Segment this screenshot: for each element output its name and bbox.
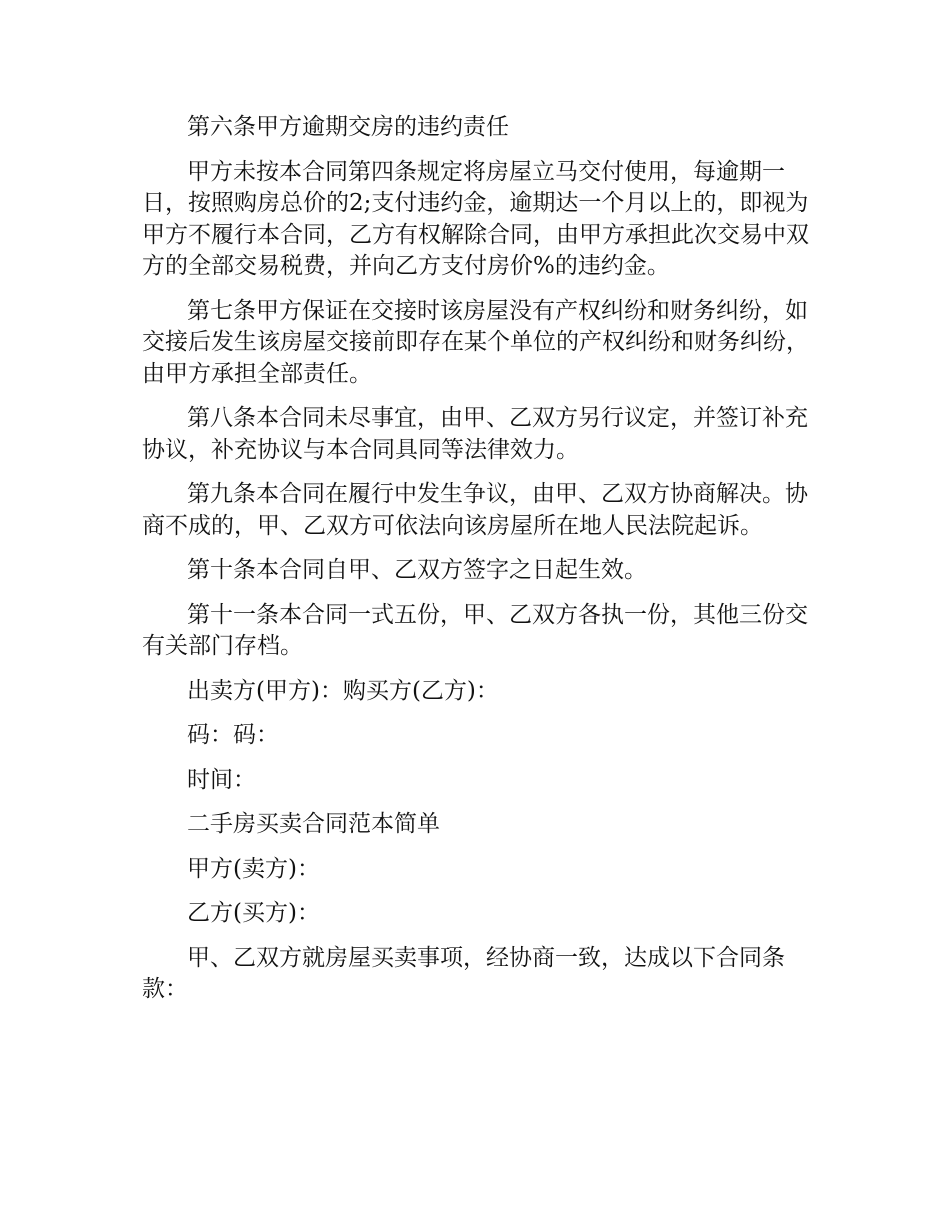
signature-parties-line: 出卖方(甲方)：购买方(乙方)： bbox=[187, 677, 499, 704]
agreement-intro: 甲、乙双方就房屋买卖事项，经协商一致，达成以下合同条款： bbox=[142, 944, 785, 1002]
party-b-line: 乙方(买方)： bbox=[187, 900, 320, 926]
paragraph-article-6-body: 甲方未按本合同第四条规定将房屋立马交付使用，每逾期一日，按照购房总价的2;支付违约金，逾期达一个月以上的，即视为甲方不履行本合同，乙方有权解除合同，由甲方承担此次交易中双方的全部交易税费，并向乙方支付房价%的违约金。 bbox=[142, 158, 809, 279]
paragraph-article-9: 第九条本合同在履行中发生争议，由甲、乙双方协商解决。协商不成的，甲、乙双方可依法向该房屋所在地人民法院起诉。 bbox=[142, 481, 808, 539]
paragraph-article-7: 第七条甲方保证在交接时该房屋没有产权纠纷和财务纠纷，如交接后发生该房屋交接前即存在某个单位的产权纠纷和财务纠纷，由甲方承担全部责任。 bbox=[142, 297, 809, 387]
paragraph-article-8: 第八条本合同未尽事宜，由甲、乙双方另行议定，并签订补充协议，补充协议与本合同具同等法律效力。 bbox=[142, 405, 808, 463]
party-a-line: 甲方(卖方)： bbox=[187, 855, 320, 882]
section-heading: 二手房买卖合同范本简单 bbox=[187, 811, 440, 837]
time-line: 时间： bbox=[187, 766, 256, 793]
paragraph-article-11: 第十一条本合同一式五份，甲、乙双方各执一份，其他三份交有关部门存档。 bbox=[142, 601, 808, 659]
paragraph-article-6-title: 第六条甲方逾期交房的违约责任 bbox=[187, 114, 509, 140]
paragraph-article-10: 第十条本合同自甲、乙双方签字之日起生效。 bbox=[187, 557, 647, 583]
document-body bbox=[142, 112, 822, 1019]
code-line: 码：码： bbox=[187, 722, 279, 748]
